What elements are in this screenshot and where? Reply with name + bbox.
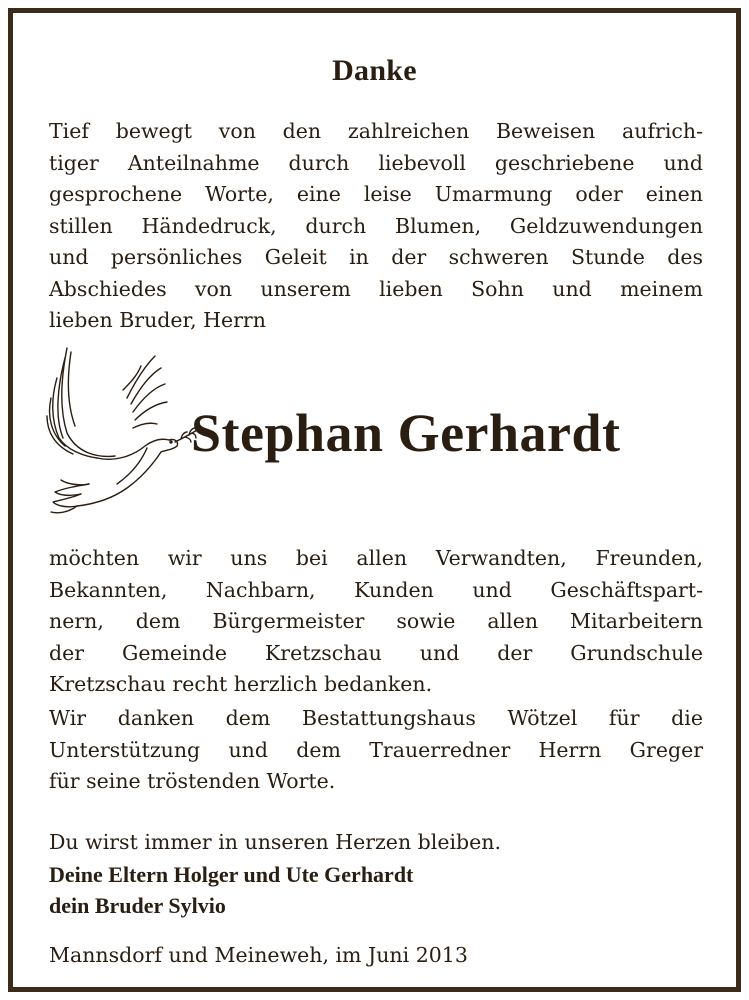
thanks2-line: Unterstützung und dem Trauerredner Herrn Greger bbox=[49, 737, 703, 762]
closing-line: Du wirst immer in unseren Herzen bleiben. bbox=[49, 830, 502, 854]
signature-parents: Deine Eltern Holger und Ute Gerhardt bbox=[49, 861, 414, 887]
thanks2-line: für seine tröstenden Worte. bbox=[49, 769, 336, 793]
intro-line: tiger Anteilnahme durch liebevoll geschriebene und bbox=[49, 150, 703, 175]
page-title: Danke bbox=[332, 54, 417, 87]
place-date: Mannsdorf und Meineweh, im Juni 2013 bbox=[49, 943, 468, 967]
intro-line: Abschiedes von unserem lieben Sohn und meinem bbox=[49, 276, 703, 301]
thanks-line: Kretzschau recht herzlich bedanken. bbox=[49, 672, 433, 696]
thanks2-line: Wir danken dem Bestattungshaus Wötzel für die bbox=[49, 706, 703, 730]
signature-brother: dein Bruder Sylvio bbox=[49, 893, 226, 918]
thanks-paragraph bbox=[49, 543, 703, 701]
intro-line: lieben Bruder, Herrn bbox=[49, 308, 266, 332]
intro-paragraph bbox=[49, 116, 703, 337]
obituary-frame bbox=[8, 8, 741, 992]
thanks-line: möchten wir uns bei allen Verwandten, Freunden, bbox=[49, 546, 703, 570]
dove-with-olive-branch-icon bbox=[37, 338, 197, 518]
thanks-line: nern, dem Bürgermeister sowie allen Mitarbeitern bbox=[49, 609, 703, 633]
thanks-line: der Gemeinde Kretzschau und der Grundschule bbox=[49, 640, 703, 665]
thanks-line: Bekannten, Nachbarn, Kunden und Geschäftspart- bbox=[49, 577, 703, 602]
deceased-name: Stephan Gerhardt bbox=[191, 403, 621, 463]
intro-line: gesprochene Worte, eine leise Umarmung oder einen bbox=[49, 182, 703, 206]
intro-line: stillen Händedruck, durch Blumen, Geldzuwendungen bbox=[49, 213, 703, 238]
intro-line: Tief bewegt von den zahlreichen Beweisen aufrich- bbox=[49, 119, 703, 143]
intro-line: und persönliches Geleit in der schweren Stunde des bbox=[49, 245, 703, 269]
funeral-thanks-paragraph bbox=[49, 703, 703, 798]
closing-block bbox=[49, 827, 709, 922]
